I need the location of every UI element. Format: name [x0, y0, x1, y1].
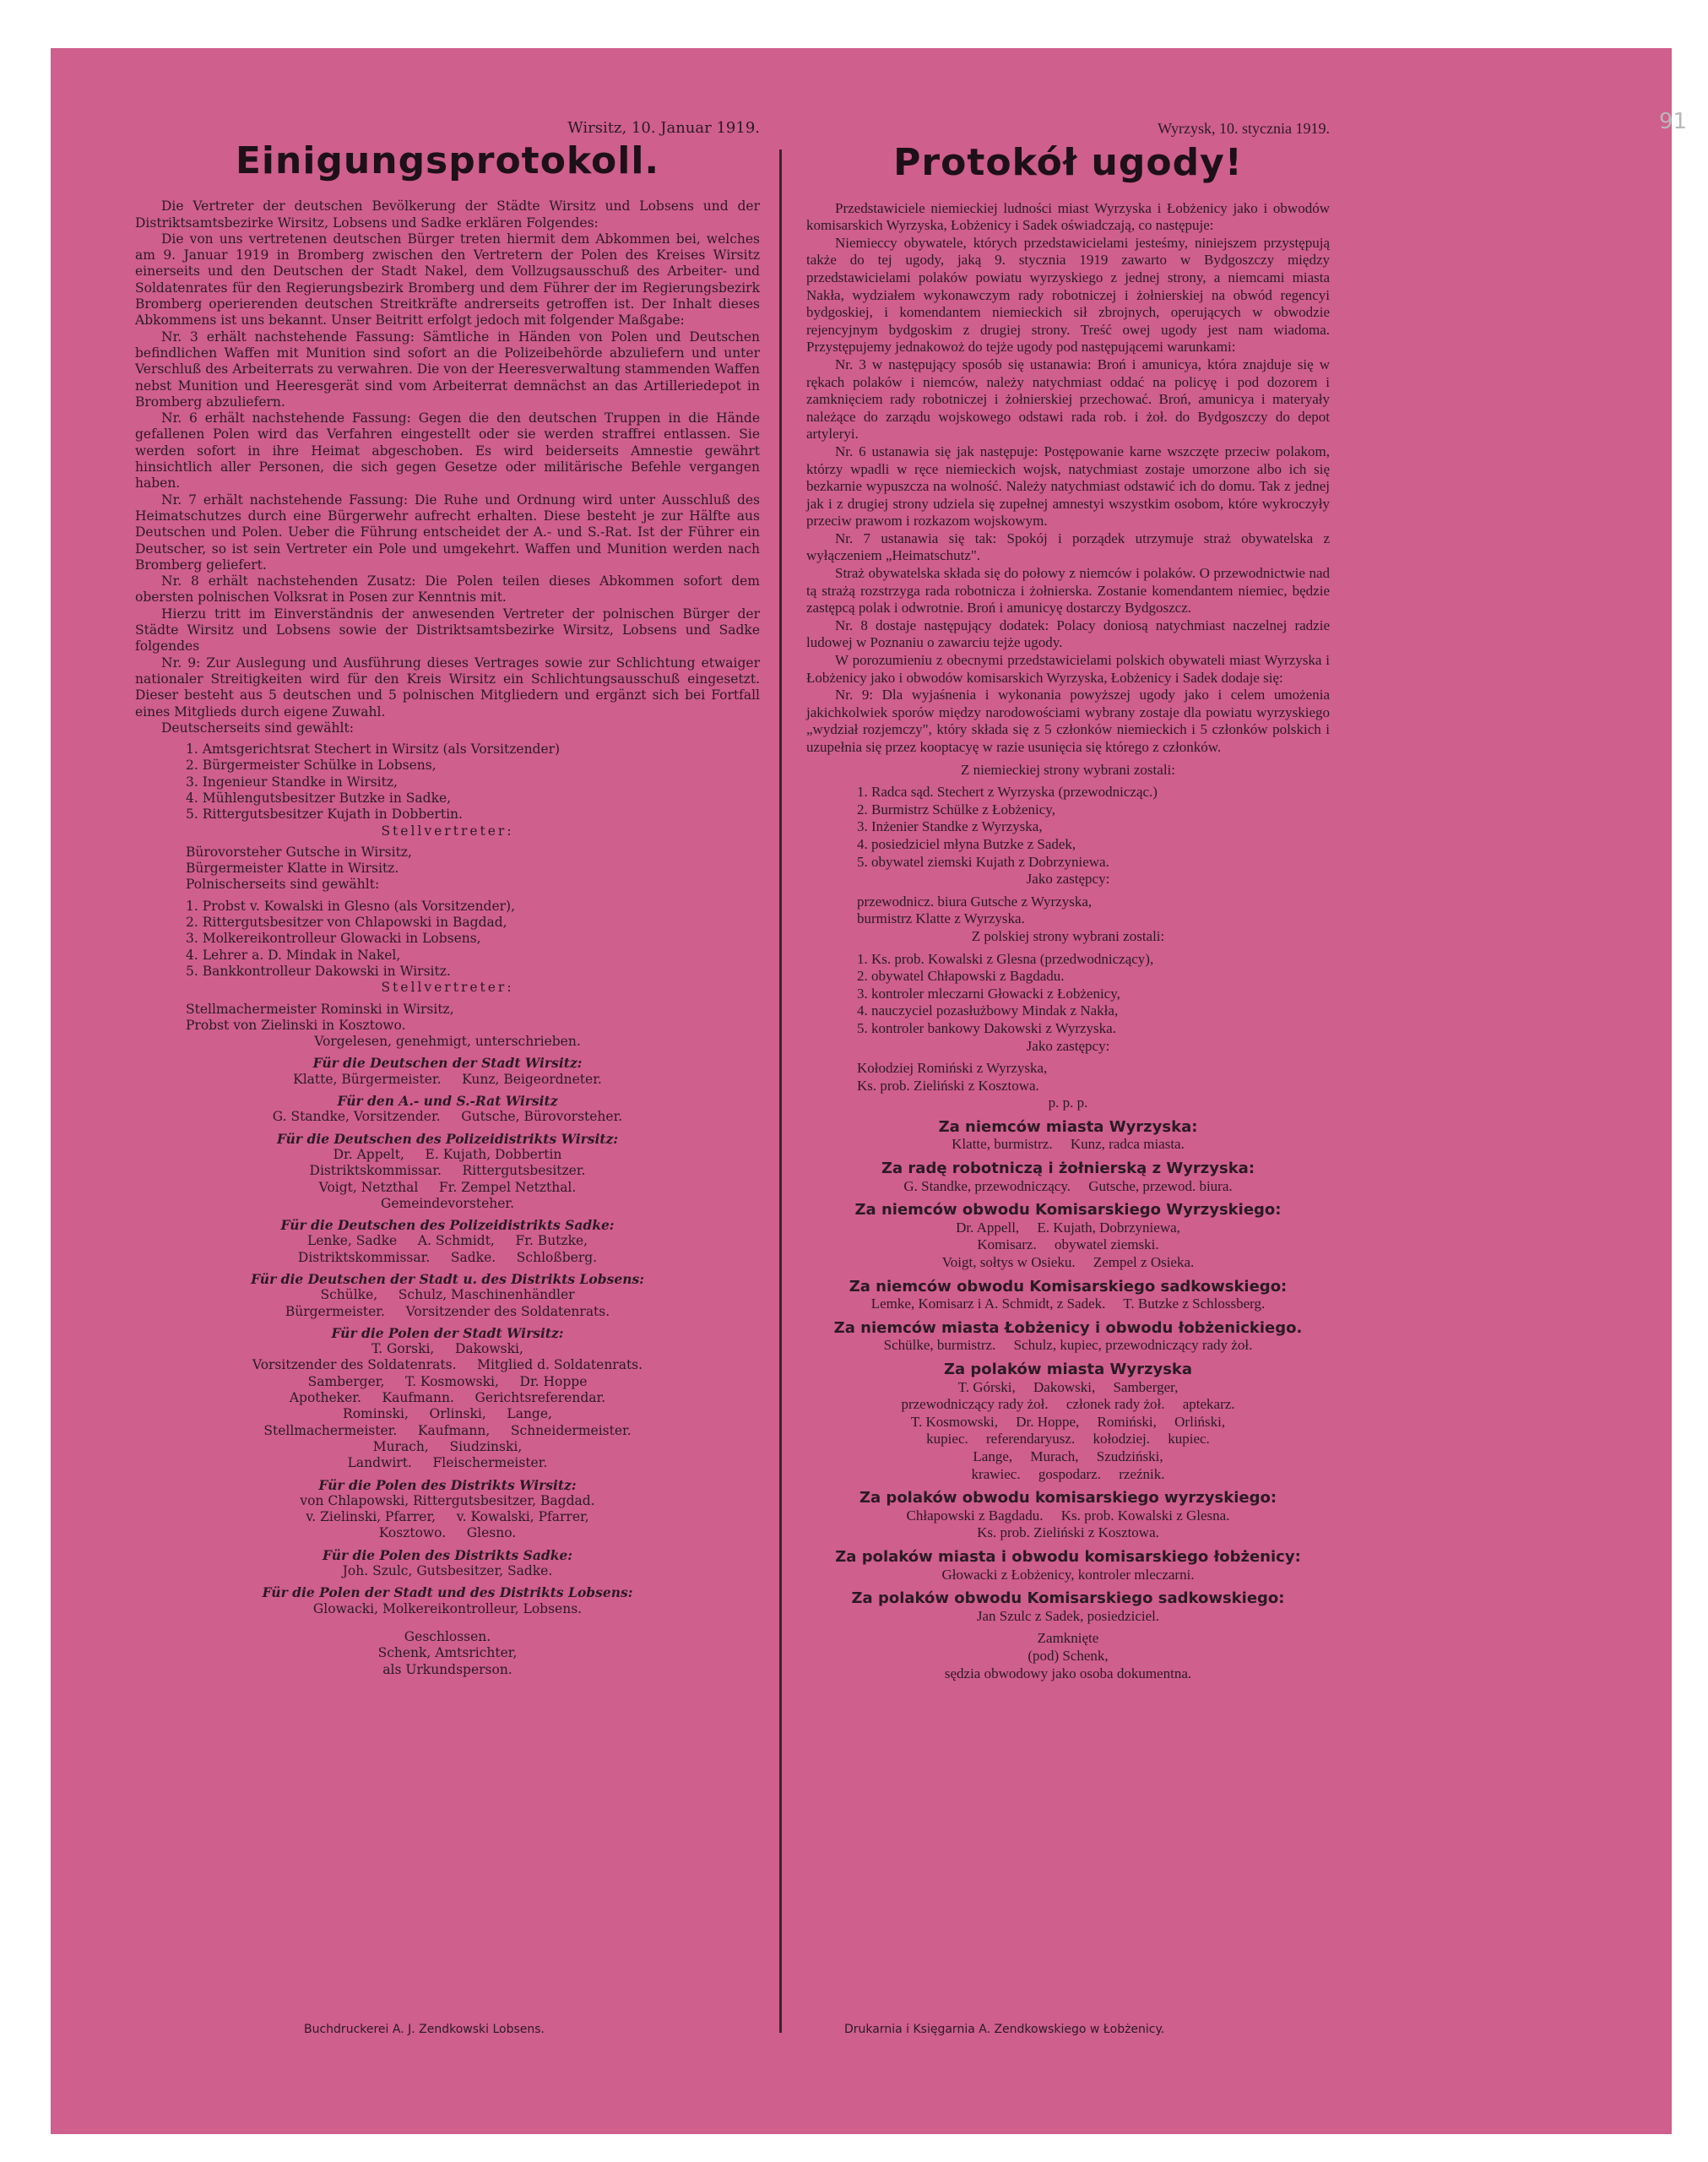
german-list-item: 1. Probst v. Kowalski in Glesno (als Vorsitzender), [186, 898, 516, 914]
polish-list-item: 1. Ks. prob. Kowalski z Glesna (przedwodniczący), [857, 950, 1154, 967]
german-signature-line: Schülke, Schulz, Maschinenhändler [320, 1287, 575, 1303]
german-list-item: 3. Ingenieur Standke in Wirsitz, [186, 774, 398, 790]
german-signature-heading: Für die Polen der Stadt Wirsitz: [331, 1324, 564, 1341]
polish-signature-line: kupiec. referendaryusz. kołodziej. kupiec. [926, 1431, 1210, 1448]
german-signatures [135, 1055, 760, 1617]
german-list-item: 1. Amtsgerichtsrat Stechert in Wirsitz (als Vorsitzender) [186, 741, 561, 758]
german-paragraph: Nr. 7 erhält nachstehende Fassung: Die Ruhe und Ordnung wird unter Ausschluß des Heimatschutzes durch eine Bürgerwehr aufrecht erhalten. Diese besteht je zur Hälfte aus Deutschen und Polen. Ueber die Führung entscheidet der A.- und S.-Rat. Ist der Führer ein Deutscher, so ist sein Vertreter ein Pole und umgekehrt. Waffen und Munition werden nach Bromberg geliefert. [135, 492, 760, 573]
german-signature-heading: Für die Polen des Distrikts Wirsitz: [318, 1476, 577, 1493]
german-paragraph: Hierzu tritt im Einverständnis der anwesenden Vertreter der polnischen Bürger der Städte Wirsitz und Lobsens sowie der Distriktsamtsbezirke Wirsitz, Lobsens und Sadke folgendes [135, 606, 760, 655]
german-paragraph: Nr. 8 erhält nachstehenden Zusatz: Die Polen teilen dieses Abkommen sofort dem obersten polnischen Volksrat in Posen zur Kenntnis mit. [135, 573, 760, 606]
polish-list-item: 3. Inżenier Standke z Wyrzyska, [857, 818, 1043, 835]
polish-signatures [806, 1119, 1330, 1625]
german-signature-line: Glowacki, Molkereikontrolleur, Lobsens. [312, 1600, 583, 1616]
polish-german-label: Z niemieckiej strony wybrani zostali: [961, 761, 1175, 778]
polish-closing-line: (pod) Schenk, [1028, 1647, 1109, 1664]
polish-signature-line: T. Górski, Dakowski, Samberger, [957, 1378, 1179, 1395]
column-divider [779, 149, 782, 2033]
polish-list-item: 2. Burmistrz Schülke z Łobżenicy, [857, 801, 1055, 818]
german-paragraph: Die von uns vertretenen deutschen Bürger treten hiermit dem Abkommen bei, welches am 9. Januar 1919 in Bromberg zwischen den Vertretern der Polen des Kreises Wirsitz einerseits und den Deutschen der Stadt Nakel, dem Vollzugsausschuß des Arbeiter- und Soldatenrates für den Regierungsbezirk Bromberg und dem Führer der im Regierungsbezirk Bromberg operierenden deutschen Streitkräfte andrerseits getroffen ist. Der Inhalt dieses Abkommens ist uns bekannt. Unser Beitritt erfolgt jedoch mit folgender Maßgabe: [135, 231, 760, 329]
german-list-item: Bürovorsteher Gutsche in Wirsitz, [186, 844, 412, 860]
german-signature-line: Samberger, T. Kosmowski, Dr. Hoppe [307, 1373, 588, 1389]
german-signature-line: Vorsitzender des Soldatenrats. Mitglied d. Soldatenrats. [252, 1357, 643, 1373]
polish-signature-heading: Za polaków obwodu komisarskiego wyrzyskiego: [859, 1489, 1277, 1507]
german-signature-heading: Für die Deutschen des Polizeidistrikts Sadke: [280, 1217, 615, 1234]
polish-signature-line: Głowacki z Łobżenicy, kontroler mleczarni. [941, 1566, 1195, 1583]
german-signature-heading: Für die Polen der Stadt und des Distrikts Lobsens: [262, 1584, 633, 1601]
german-signature-heading: Für die Deutschen des Polizeidistrikts Wirsitz: [276, 1130, 619, 1147]
polish-list-item: 1. Radca sąd. Stechert z Wyrzyska (przewodnicząc.) [857, 784, 1158, 801]
polish-signature-line: Dr. Appell, E. Kujath, Dobrzyniewa, [956, 1219, 1180, 1236]
polish-signature-heading: Za radę robotniczą i żołnierską z Wyrzyska: [881, 1160, 1255, 1178]
german-signature-line: von Chlapowski, Rittergutsbesitzer, Bagdad. [300, 1492, 595, 1508]
polish-paragraph: Przedstawiciele niemieckiej ludności miast Wyrzyska i Łobżenicy jako i obwodów komisarskich Wyrzyska, Łobżenicy i Sadek oświadczają, co następuje: [806, 199, 1330, 234]
pencil-page-number: 91 [1659, 109, 1688, 134]
polish-list-item: Kołodziej Romiński z Wyrzyska, [857, 1060, 1048, 1077]
polish-paragraph: Nr. 6 ustanawia się jak następuje: Postępowanie karne wszczęte przeciw polakom, którzy wpadli w ręce niemieckich wojsk, natychmiast zostaje umorzone albo ich się bezkarnie wypuszcza na wolność. Należy natychmiast odstawić ich do domu. Tak z jednej jak i z drugiej strony udziela się zupełnej amnestyi wszystkim osobom, które wykroczyły przeciw prawom i rozkazom wojskowym. [806, 443, 1330, 530]
german-signature-line: Klatte, Bürgermeister. Kunz, Beigeordneter. [293, 1071, 602, 1087]
german-deputies-label: Stellvertreter: [381, 823, 514, 839]
german-column [135, 120, 760, 1678]
german-title: Einigungsprotokoll. [235, 139, 660, 183]
german-polish-side-label: Polnischerseits sind gewählt: [186, 877, 380, 893]
german-list-item: 2. Rittergutsbesitzer von Chlapowski in Bagdad, [186, 915, 507, 931]
polish-ppp: p. p. p. [1048, 1095, 1088, 1111]
german-side-deputies [135, 845, 760, 877]
polish-polish-deputies [806, 1060, 1330, 1095]
document-sheet [51, 48, 1688, 2134]
polish-signature-line: krawiec. gospodarz. rzeźnik. [971, 1465, 1165, 1482]
polish-signature-heading: Za polaków miasta Wyrzyska [943, 1361, 1193, 1378]
polish-final [806, 1630, 1330, 1682]
german-paragraph: Deutscherseits sind gewählt: [161, 720, 354, 736]
german-signature-line: Voigt, Netzthal Fr. Zempel Netzthal. [318, 1179, 577, 1195]
german-signature-line: Bürgermeister. Vorsitzender des Soldatenrats. [285, 1303, 610, 1319]
german-signature-heading: Für den A.- und S.-Rat Wirsitz [337, 1093, 558, 1110]
german-signature-line: v. Zielinski, Pfarrer, v. Kowalski, Pfarrer, [306, 1509, 589, 1525]
german-signature-line: Rominski, Orlinski, Lange, [343, 1406, 552, 1422]
polish-deputies-label: Jako zastępcy: [1026, 871, 1110, 888]
polish-german-members [806, 784, 1330, 871]
german-final [135, 1629, 760, 1678]
german-signature-line: Dr. Appelt, E. Kujath, Dobbertin [333, 1146, 562, 1162]
german-list-item: 3. Molkereikontrolleur Glowacki in Lobsens, [186, 931, 481, 947]
polish-paragraphs [806, 200, 1330, 757]
polish-paragraph: Nr. 7 ustanawia się tak: Spokój i porządek utrzymuje straż obywatelska z wyłączeniem „Heimatschutz". [806, 530, 1330, 564]
polish-signature-heading: Za polaków miasta i obwodu komisarskiego łobżenicy: [835, 1547, 1301, 1566]
german-closing-line: Schenk, Amtsrichter, [377, 1645, 518, 1661]
polish-polish-members [806, 951, 1330, 1038]
polish-list-item: Ks. prob. Zieliński z Kosztowa. [857, 1077, 1039, 1094]
german-list-item: 5. Rittergutsbesitzer Kujath in Dobbertin. [186, 807, 463, 823]
polish-signature-heading: Za niemców obwodu Komisarskiego Wyrzyskiego: [854, 1201, 1282, 1220]
german-deputies-label-2: Stellvertreter: [381, 980, 514, 996]
german-list-item: Stellmachermeister Rominski in Wirsitz, [186, 1001, 454, 1017]
german-paragraph: Nr. 9: Zur Auslegung und Ausführung dieses Vertrages sowie zur Schlichtung etwaiger nationaler Streitigkeiten wird für den Kreis Wirsitz ein Schlichtungsausschuß eingesetzt. Dieser besteht aus 5 deutschen und 5 polnischen Mitgliedern und ergänzt sich bei Fortfall eines Mitglieds durch eigene Zuwahl. [135, 655, 760, 720]
german-signature-line: G. Standke, Vorsitzender. Gutsche, Bürovorsteher. [272, 1109, 623, 1125]
german-signature-line: Kosztowo. Glesno. [378, 1525, 517, 1541]
polish-signature-heading: Za niemców miasta Wyrzyska: [938, 1117, 1198, 1136]
polish-paragraph: W porozumieniu z obecnymi przedstawicielami polskich obywateli miast Wyrzyska i Łobżenicy jako i obwodów komisarskich Wyrzyska, Łobżenicy i Sadek dodaje się: [806, 652, 1330, 686]
polish-german-deputies [806, 894, 1330, 928]
polish-signature-line: Klatte, burmistrz. Kunz, radca miasta. [952, 1136, 1185, 1153]
german-signature-line: T. Gorski, Dakowski, [371, 1341, 523, 1357]
polish-side-members [135, 899, 760, 980]
german-list-item: 5. Bankkontrolleur Dakowski in Wirsitz. [186, 963, 451, 979]
polish-deputies-label-2: Jako zastępcy: [1026, 1037, 1110, 1054]
polish-signature-line: Voigt, sołtys w Osieku. Zempel z Osieka. [941, 1254, 1195, 1271]
german-signature-line: Joh. Szulc, Gutsbesitzer, Sadke. [342, 1563, 553, 1579]
german-paragraphs [135, 198, 760, 736]
polish-signature-line: G. Standke, przewodniczący. Gutsche, przewod. biura. [903, 1177, 1233, 1194]
polish-side-deputies [135, 1002, 760, 1035]
german-closing: Vorgelesen, genehmigt, unterschrieben. [314, 1034, 581, 1050]
german-list-item: 2. Bürgermeister Schülke in Lobsens, [186, 758, 436, 774]
polish-column [806, 120, 1330, 1682]
german-signature-line: Distriktskommissar. Rittergutsbesitzer. [309, 1163, 586, 1179]
polish-polish-label: Z polskiej strony wybrani zostali: [971, 927, 1165, 944]
polish-closing-line: Zamknięte [1037, 1630, 1099, 1647]
polish-paragraph: Niemieccy obywatele, których przedstawicielami jesteśmy, niniejszem przystępują także do tej ugody, jaką 9. stycznia 1919 zawarto w Bydgoszczy między przedstawicielami polaków powiatu wyrzyskiego z jednej strony, a niemcami miasta Nakła, wydziałem wykonawczym rady robotniczej i żołnierskiej na obwód regencyi bydgoskiej, i komendantem niemieckich sił zbrojnych, operujących w obwodzie rejencyjnym bydgoskim z drugiej strony. Treść owej ugody jest nam wiadoma. Przystępujemy jednakowoż do tejże ugody pod następującemi warunkami: [806, 234, 1330, 356]
polish-paragraph: Nr. 8 dostaje następujący dodatek: Polacy doniosą natychmiast naczelnej radzie ludowej w Poznaniu o zawarciu tejże ugody. [806, 617, 1330, 651]
polish-list-item: przewodnicz. biura Gutsche z Wyrzyska, [857, 893, 1093, 910]
polish-title: Protokół ugody! [893, 140, 1243, 184]
polish-list-item: burmistrz Klatte z Wyrzyska. [857, 910, 1025, 927]
polish-signature-line: Schülke, burmistrz. Schulz, kupiec, przewodniczący rady żoł. [883, 1337, 1253, 1354]
polish-list-item: 5. obywatel ziemski Kujath z Dobrzyniewa. [857, 853, 1109, 870]
polish-closing-line: sędzia obwodowy jako osoba dokumentna. [944, 1665, 1192, 1681]
german-signature-heading: Für die Deutschen der Stadt u. des Distrikts Lobsens: [251, 1271, 644, 1287]
german-signature-line: Gemeindevorsteher. [380, 1195, 515, 1211]
german-signature-line: Landwirt. Fleischermeister. [347, 1455, 548, 1471]
german-paragraph: Nr. 3 erhält nachstehende Fassung: Sämtliche in Händen von Polen und Deutschen befindlichen Waffen mit Munition sind sofort an die Polizeibehörde abzuliefern und unter Verschluß des Arbeiterrats zu verwahren. Die von der Heeresverwaltung stammenden Waffen nebst Munition und Heeresgerät sind vom Arbeiterrat demnächst an das Artilleriedepot in Bromberg abzuliefern. [135, 329, 760, 410]
polish-list-item: 2. obywatel Chłapowski z Bagdadu. [857, 968, 1065, 985]
german-signature-heading: Für die Deutschen der Stadt Wirsitz: [312, 1055, 583, 1072]
polish-signature-heading: Za niemców obwodu Komisarskiego sadkowskiego: [849, 1277, 1288, 1296]
polish-dateline: Wyrzysk, 10. stycznia 1919. [1158, 120, 1330, 137]
polish-signature-line: Lemke, Komisarz i A. Schmidt, z Sadek. T. Butzke z Schlossberg. [870, 1296, 1266, 1312]
german-list-item: 4. Mühlengutsbesitzer Butzke in Sadke, [186, 790, 452, 806]
german-signature-line: Lenke, Sadke A. Schmidt, Fr. Butzke, [306, 1233, 588, 1249]
polish-paragraph: Nr. 3 w następujący sposób się ustanawia: Broń i amunicya, która znajduje się w rękach polaków i niemców, należy natychmiast oddać na policyę i pod dozorem i zamknięciem rady robotniczej i żołnierskiej przechować. Broń, amunicya i materyały należące do zarządu wojskowego odstawi rada rob. i żoł. do Bydgoszczy do depot artyleryi. [806, 356, 1330, 443]
polish-list-item: 4. posiedziciel młyna Butzke z Sadek, [857, 835, 1076, 852]
polish-list-item: 4. nauczyciel pozasłużbowy Mindak z Nakła, [857, 1002, 1119, 1019]
polish-signature-line: Chłapowski z Bagdadu. Ks. prob. Kowalski z Glesna. [906, 1507, 1230, 1524]
german-signature-line: Murach, Siudzinski, [372, 1438, 523, 1454]
polish-signature-line: Ks. prob. Zieliński z Kosztowa. [977, 1524, 1159, 1541]
polish-list-item: 5. kontroler bankowy Dakowski z Wyrzyska. [857, 1019, 1116, 1036]
german-signature-line: Stellmachermeister. Kaufmann, Schneidermeister. [263, 1422, 632, 1438]
polish-printer-footer: Drukarnia i Księgarnia A. Zendkowskiego w Łobżenicy. [844, 2023, 1165, 2036]
german-printer-footer: Buchdruckerei A. J. Zendkowski Lobsens. [304, 2023, 545, 2036]
polish-signature-heading: Za polaków obwodu Komisarskiego sadkowskiego: [851, 1589, 1285, 1608]
german-paragraph: Nr. 6 erhält nachstehende Fassung: Gegen die den deutschen Truppen in die Hände gefallenen Polen wird das Verfahren eingestellt oder sie werden straffrei entlassen. Sie werden sofort in ihre Heimat abgeschoben. Es wird beiderseits Amnestie gewährt hinsichtlich aller Personen, die sich gegen Gesetze oder militärische Befehle vergangen haben. [135, 410, 760, 492]
polish-signature-line: przewodniczący rady żoł. członek rady żoł. aptekarz. [901, 1396, 1235, 1413]
polish-signature-heading: Za niemców miasta Łobżenicy i obwodu łobżenickiego. [833, 1318, 1303, 1337]
german-closing-line: als Urkundsperson. [382, 1661, 512, 1677]
polish-signature-line: T. Kosmowski, Dr. Hoppe, Romiński, Orliński, [910, 1413, 1226, 1430]
polish-signature-line: Lange, Murach, Szudziński, [973, 1448, 1163, 1464]
german-paragraph: Die Vertreter der deutschen Bevölkerung der Städte Wirsitz und Lobsens und der Distriktsamtsbezirke Wirsitz, Lobsens und Sadke erklären Folgendes: [135, 198, 760, 231]
german-list-item: Probst von Zielinski in Kosztowo. [186, 1017, 406, 1033]
german-signature-line: Apotheker. Kaufmann. Gerichtsreferendar. [289, 1390, 606, 1406]
german-signature-heading: Für die Polen des Distrikts Sadke: [322, 1546, 573, 1563]
german-side-members [135, 741, 760, 823]
polish-signature-line: Jan Szulc z Sadek, posiedziciel. [976, 1607, 1160, 1624]
german-dateline: Wirsitz, 10. Januar 1919. [567, 119, 760, 137]
polish-paragraph: Straż obywatelska składa się do połowy z niemców i polaków. O przewodnictwie nad tą strażą rozstrzyga rada robotnicza i żołnierska. Zostanie komendantem niemiec, będzie zastępcą polak i odwrotnie. Broń i amunicyę dostarczy Bydgoszcz. [806, 565, 1330, 617]
polish-paragraph: Nr. 9: Dla wyjaśnenia i wykonania powyższej ugody jako i celem umożenia jakichkolwiek sporów między narodowościami wybrany zostaje dla powiatu wyrzyskiego „wydział rozjemczy", który składa się z 5 członków niemieckich i 5 członków polskich i uzupełnia się przez kooptacyę w razie usunięcia się którego z członków. [806, 687, 1330, 755]
polish-list-item: 3. kontroler mleczarni Głowacki z Łobżenicy, [857, 985, 1120, 1002]
german-closing-line: Geschlossen. [404, 1628, 491, 1644]
german-list-item: 4. Lehrer a. D. Mindak in Nakel, [186, 947, 401, 963]
polish-signature-line: Komisarz. obywatel ziemski. [977, 1236, 1159, 1253]
german-signature-line: Distriktskommissar. Sadke. Schloßberg. [297, 1249, 598, 1265]
german-list-item: Bürgermeister Klatte in Wirsitz. [186, 861, 399, 877]
